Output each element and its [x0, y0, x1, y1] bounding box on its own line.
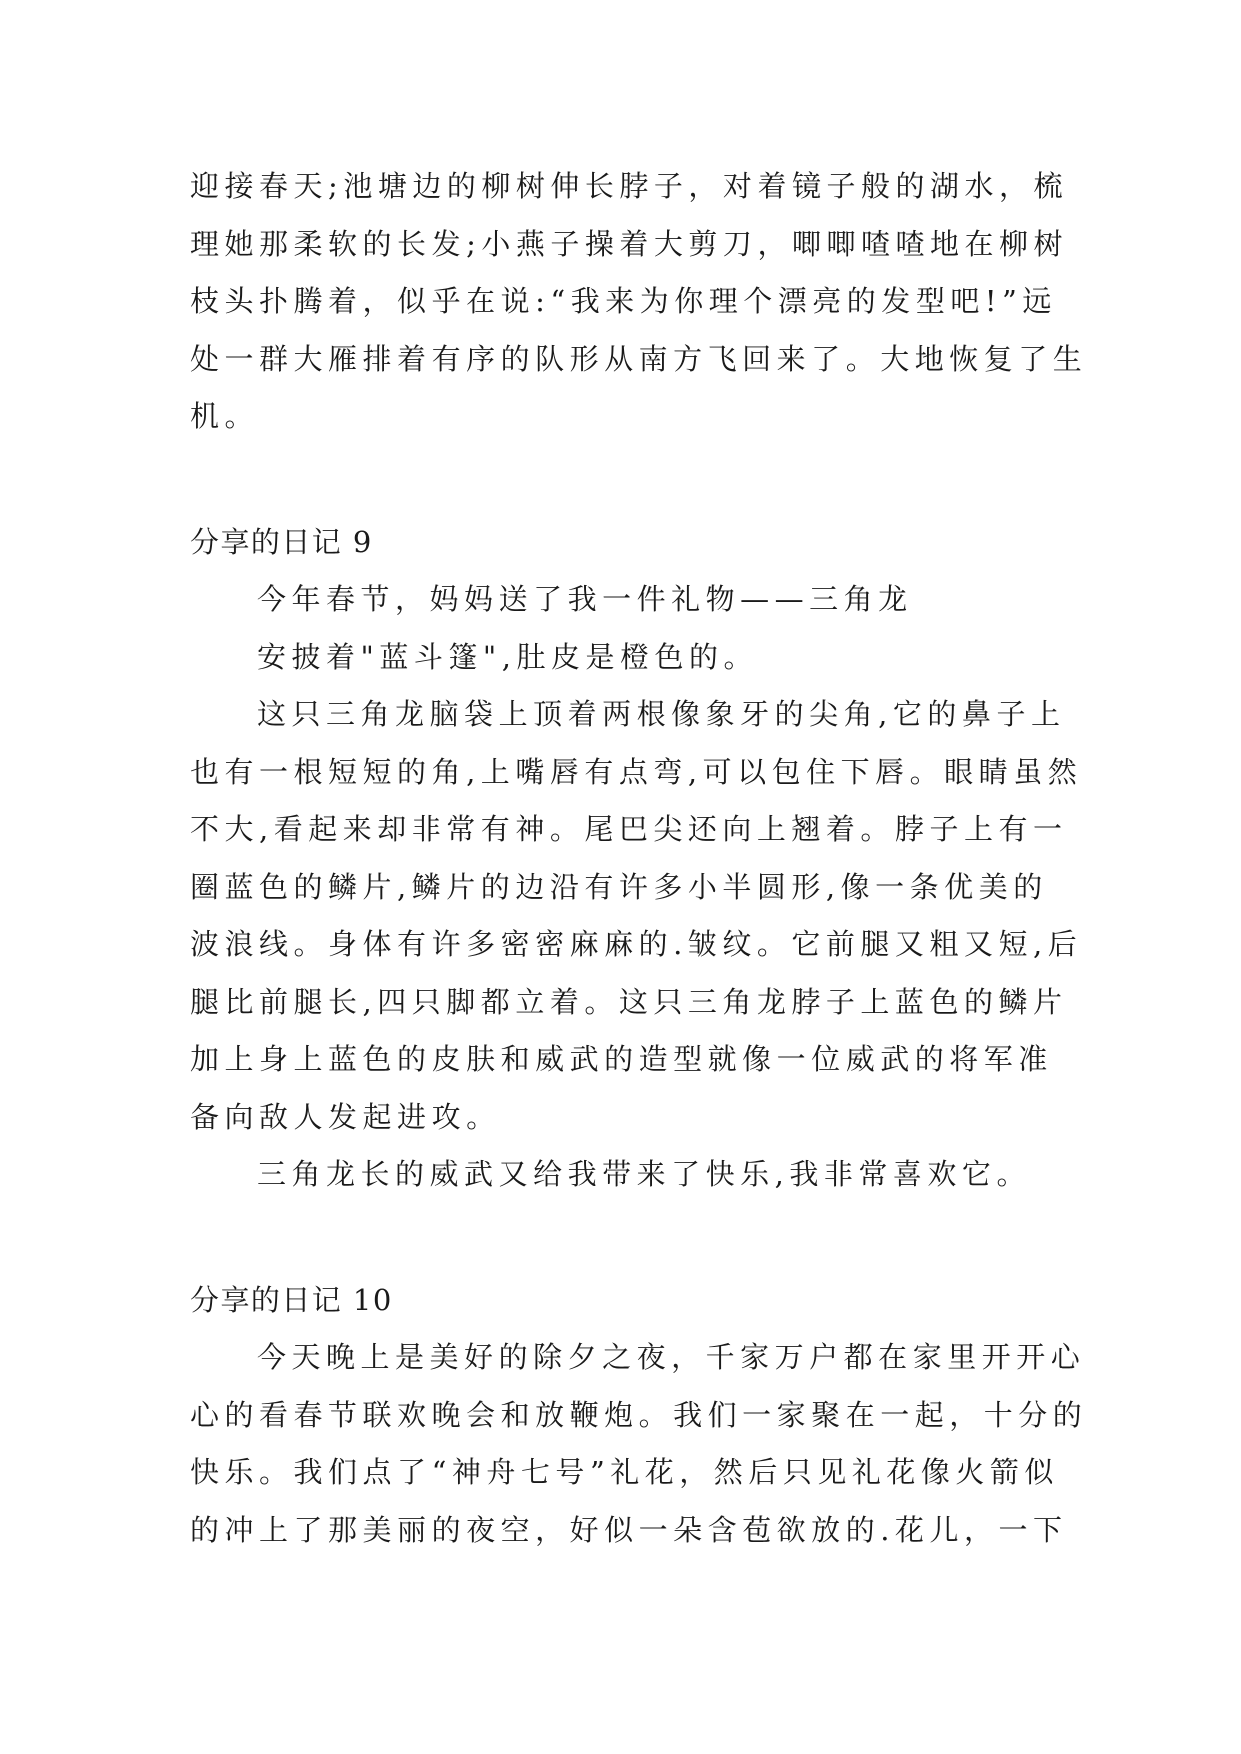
text-line: 三角龙长的威武又给我带来了快乐,我非常喜欢它。 [257, 1157, 1031, 1191]
text-line: 理她那柔软的长发;小燕子操着大剪刀，唧唧喳喳地在柳树 [190, 226, 1069, 261]
intro-paragraph [190, 158, 1088, 446]
text-line: 不大,看起来却非常有神。尾巴尖还向上翘着。脖子上有一 [190, 812, 1068, 846]
text-line: 快乐。我们点了“神舟七号”礼花，然后只见礼花像火箭似 [190, 1455, 1059, 1489]
text-line: 圈蓝色的鳞片,鳞片的边沿有许多小半圆形,像一条优美的 [190, 869, 1048, 904]
section-gap [190, 1204, 1054, 1272]
text-line: 机。 [190, 399, 260, 433]
text-line: 加上身上蓝色的皮肤和威武的造型就像一位威武的将军准 [190, 1042, 1053, 1076]
diary-9-title: 分享的日记 9 [190, 524, 373, 559]
text-line: 枝头扑腾着，似乎在说:“我来为你理个漂亮的发型吧!”远 [190, 284, 1057, 318]
text-line: 也有一根短短的角,上嘴唇有点弯,可以包住下唇。眼睛虽然 [190, 754, 1083, 789]
text-line: 波浪线。身体有许多密密麻麻的.皱纹。它前腿又粗又短,后 [190, 927, 1083, 961]
text-line: 迎接春天;池塘边的柳树伸长脖子，对着镜子般的湖水，梳 [190, 169, 1069, 203]
section-gap [190, 446, 1054, 514]
text-line: 今天晚上是美好的除夕之夜，千家万户都在家里开开心 [257, 1340, 1086, 1374]
diary-10-section [190, 1272, 1088, 1560]
text-line: 备向敌人发起进攻。 [190, 1099, 501, 1134]
text-line: 这只三角龙脑袋上顶着两根像象牙的尖角,它的鼻子上 [257, 697, 1066, 731]
text-line: 腿比前腿长,四只脚都立着。这只三角龙脖子上蓝色的鳞片 [190, 984, 1068, 1019]
diary-10-title: 分享的日记 10 [190, 1282, 393, 1317]
text-line: 处一群大雁排着有序的队形从南方飞回来了。大地恢复了生 [190, 341, 1088, 376]
diary-9-section [190, 514, 1083, 1204]
text-line: 安披着"蓝斗篷",肚皮是橙色的。 [257, 639, 759, 674]
text-line: 的冲上了那美丽的夜空，好似一朵含苞欲放的.花儿，一下 [190, 1512, 1068, 1547]
text-line: 今年春节，妈妈送了我一件礼物——三角龙 [257, 582, 913, 616]
text-line: 心的看春节联欢晚会和放鞭炮。我们一家聚在一起，十分的 [190, 1397, 1088, 1432]
document-page [190, 158, 1088, 1559]
